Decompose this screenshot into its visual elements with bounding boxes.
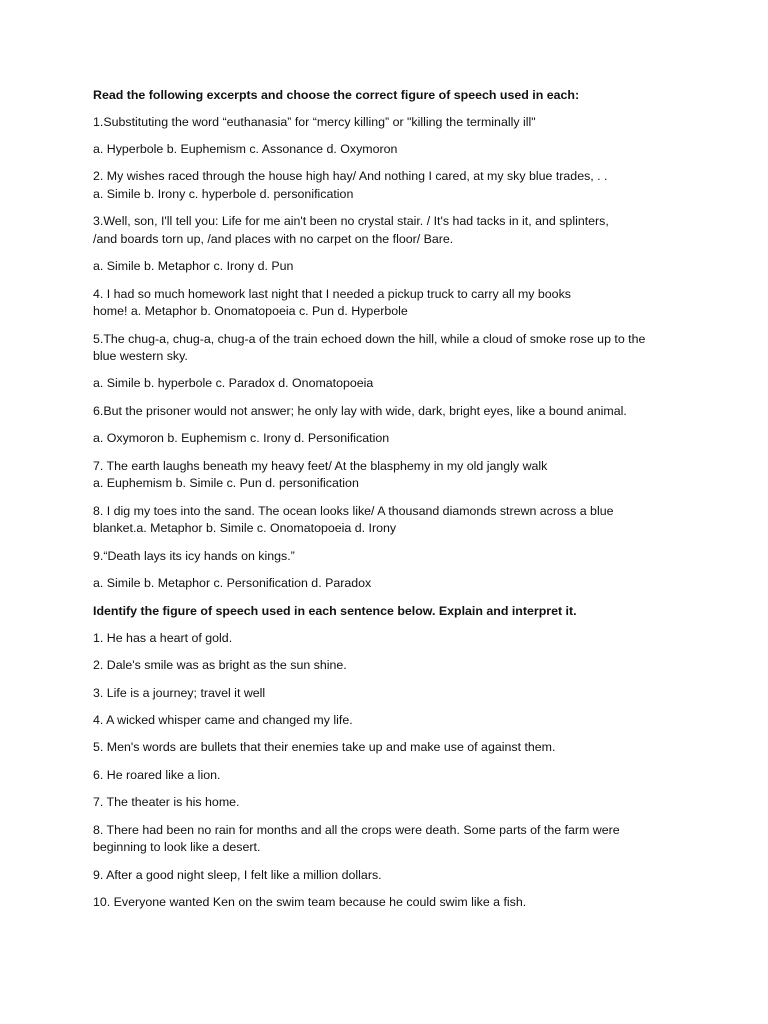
- item-10: 10. Everyone wanted Ken on the swim team because he could swim like a fish.: [93, 895, 527, 909]
- q5-text-line1: 5.The chug-a, chug-a, chug-a of the train echoed down the hill, while a cloud of smoke rose up to the: [93, 332, 646, 346]
- item-1: 1. He has a heart of gold.: [93, 631, 233, 645]
- q2-text: 2. My wishes raced through the house high hay/ And nothing I cared, at my sky blue trades, . .: [93, 169, 608, 183]
- q7-text: 7. The earth laughs beneath my heavy feet/ At the blasphemy in my old jangly walk: [93, 459, 548, 473]
- item-9: 9. After a good night sleep, I felt like a million dollars.: [93, 868, 382, 882]
- item-2: 2. Dale's smile was as bright as the sun shine.: [93, 658, 347, 672]
- q9-text: 9.“Death lays its icy hands on kings.”: [93, 549, 295, 563]
- q3-text-line1: 3.Well, son, I'll tell you: Life for me ain't been no crystal stair. / It's had tacks in it, and splinters,: [93, 214, 609, 228]
- item-6: 6. He roared like a lion.: [93, 768, 221, 782]
- section1-heading: Read the following excerpts and choose the correct figure of speech used in each:: [93, 88, 580, 102]
- q7-options: a. Euphemism b. Simile c. Pun d. personification: [93, 476, 359, 490]
- q1-text: 1.Substituting the word “euthanasia” for “mercy killing” or "killing the terminally ill": [93, 115, 536, 129]
- q8-options: blanket.a. Metaphor b. Simile c. Onomatopoeia d. Irony: [93, 521, 397, 535]
- item-3: 3. Life is a journey; travel it well: [93, 686, 266, 700]
- q1-options: a. Hyperbole b. Euphemism c. Assonance d. Oxymoron: [93, 142, 398, 156]
- q4-options: home! a. Metaphor b. Onomatopoeia c. Pun d. Hyperbole: [93, 304, 408, 318]
- q6-options: a. Oxymoron b. Euphemism c. Irony d. Personification: [93, 431, 390, 445]
- q2-options: a. Simile b. Irony c. hyperbole d. personification: [93, 187, 354, 201]
- q9-options: a. Simile b. Metaphor c. Personification d. Paradox: [93, 576, 372, 590]
- section2-heading: Identify the figure of speech used in each sentence below. Explain and interpret it.: [93, 604, 577, 618]
- item-8-line2: beginning to look like a desert.: [93, 840, 261, 854]
- q4-text: 4. I had so much homework last night that I needed a pickup truck to carry all my books: [93, 287, 571, 301]
- q5-text-line2: blue western sky.: [93, 349, 188, 363]
- q8-text: 8. I dig my toes into the sand. The ocean looks like/ A thousand diamonds strewn across a blue: [93, 504, 614, 518]
- q3-options: a. Simile b. Metaphor c. Irony d. Pun: [93, 259, 294, 273]
- item-8-line1: 8. There had been no rain for months and all the crops were death. Some parts of the farm were: [93, 823, 620, 837]
- q6-text: 6.But the prisoner would not answer; he only lay with wide, dark, bright eyes, like a bound animal.: [93, 404, 627, 418]
- item-7: 7. The theater is his home.: [93, 795, 240, 809]
- q3-text-line2: /and boards torn up, /and places with no carpet on the floor/ Bare.: [93, 232, 454, 246]
- q5-options: a. Simile b. hyperbole c. Paradox d. Onomatopoeia: [93, 376, 374, 390]
- item-5: 5. Men's words are bullets that their enemies take up and make use of against them.: [93, 740, 556, 754]
- item-4: 4. A wicked whisper came and changed my life.: [93, 713, 353, 727]
